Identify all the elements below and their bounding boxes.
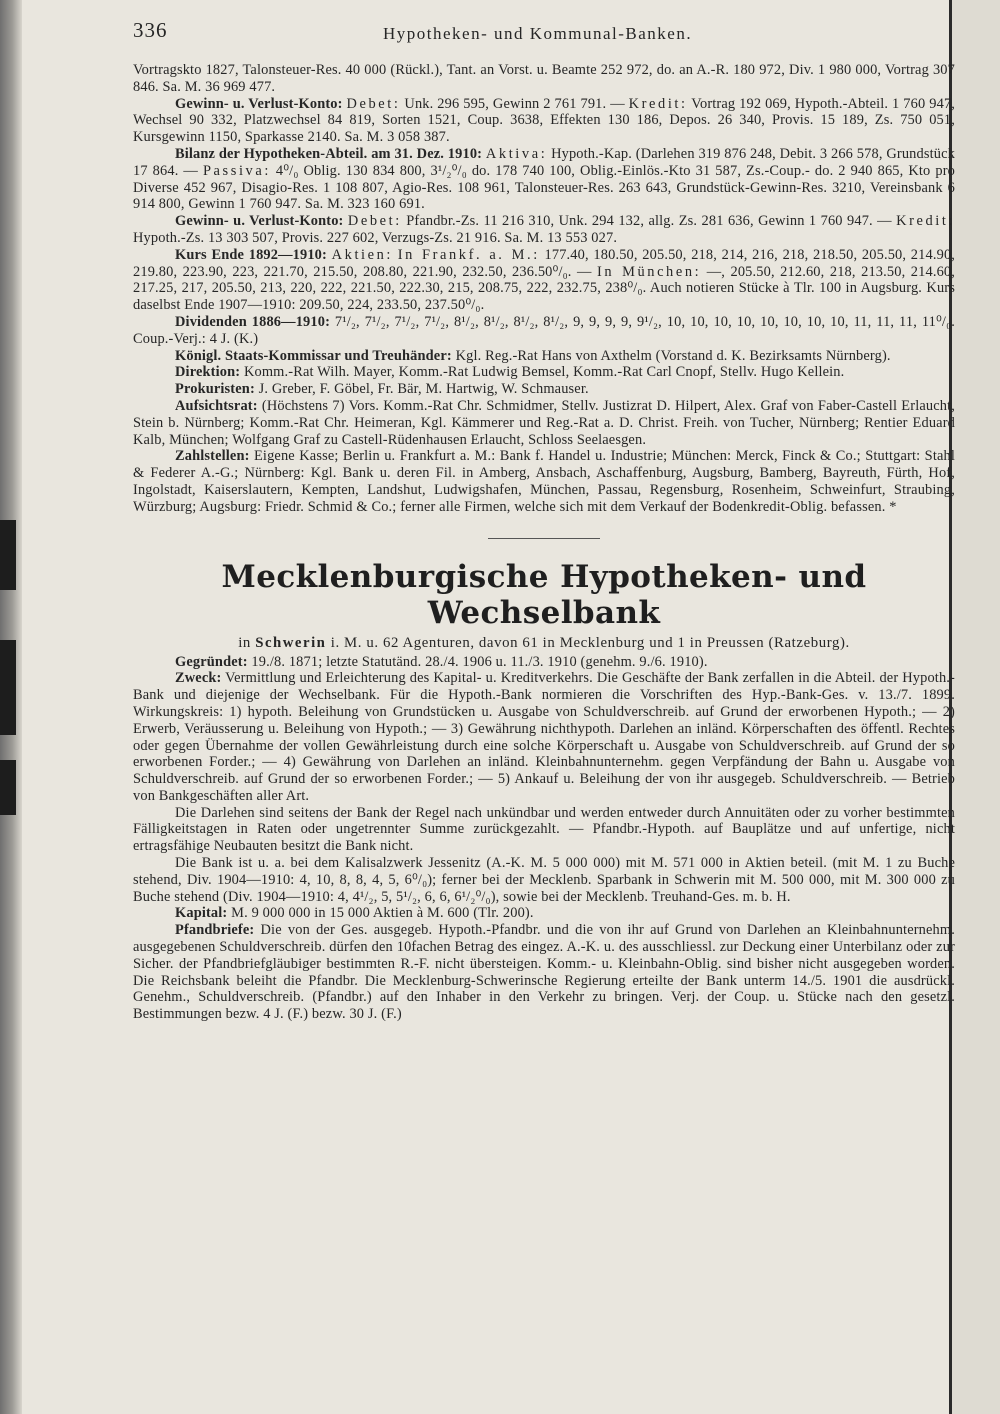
- section-text: —, 205.50, 212.60, 218, 213.50, 214.60, 217.25, 217, 205.50, 213, 220, 222, 221.50, 222.30, 215, 208.75, 222, 232.75, 238⁰/₀. Auch notieren Stücke à Tlr. 100 in Augsburg. Kurs daselbst Ende 1907—1910: 209.50, 224, 233.50, 237.50⁰/₀.: [133, 263, 956, 314]
- section-text: 19./8. 1871; letzte Statutänd. 28./4. 1906 u. 11./3. 1910 (genehm. 9./6. 1910).: [251, 653, 708, 670]
- section-text: Hypoth.-Kap. (Darlehen 319 876 248, Debit. 3 266 578, Grundstück 17 864. —: [133, 145, 955, 179]
- prev-bank-prokuristen: [133, 381, 955, 398]
- section-label: Königl. Staats-Kommissar und Treuhänder:: [175, 347, 452, 364]
- kredit-label: Kredit:: [896, 213, 956, 230]
- section-text: Unk. 296 595, Gewinn 2 761 791. —: [404, 95, 625, 112]
- scan-right-edge: [949, 0, 1000, 1414]
- debet-label: Debet:: [346, 95, 401, 112]
- section-label: Zweck:: [175, 670, 222, 687]
- bank-title: Mecklenburgische Hypotheken- und Wechselbank: [221, 558, 867, 631]
- prev-bank-aufsichtsrat: [133, 398, 955, 448]
- section-label: Pfandbriefe:: [175, 922, 255, 939]
- section-divider: [488, 538, 600, 539]
- subtitle-text: i. M. u. 62 Agenturen, davon 61 in Mecklenburg und 1 in Preussen (Ratzeburg).: [330, 634, 850, 651]
- new-bank-darlehen: Die Darlehen sind seitens der Bank der Regel nach unkündbar und werden entweder durch Annuitäten oder zu vorher bestimmten Fälligkeitstagen in Raten oder ungetrennter Summe zurückgezahlt. — Pfandbr.-Hypoth. auf Bauplätze und auf unfertige, nicht ertragsfähige Neubauten besitzt die Bank nicht.: [133, 804, 955, 855]
- section-label: Kapital:: [175, 905, 228, 922]
- new-bank-beteiligungen: Die Bank ist u. a. bei dem Kalisalzwerk Jessenitz (A.-K. M. 5 000 000) mit M. 571 000 in Aktien beteil. (mit M. 1 zu Buche stehend, Div. 1904—1910: 4, 10, 8, 8, 4, 5, 6⁰/₀); ferner bei der Mecklenb. Sparbank in Schwerin mit M. 500 000, mit M. 300 000 zu Buche stehend (Div. 1904—1910: 4, 4¹/₂, 5, 5¹/₂, 6, 6, 6¹/₂⁰/₀), sowie bei der Mecklenb. Treuhand-Ges. m. b. H.: [133, 855, 955, 905]
- section-text: 4⁰/₀ Oblig. 130 834 800, 3¹/₂⁰/₀ do. 178 740 100, Oblig.-Einlös.-Kto 31 587, Zs.-Coup.- do. 2 940 865, Kto pro Diverse 452 967, Disagio-Res. 1 108 807, Agio-Res. 108 961, Talonsteuer-Res. 263 643, Grundstück-Gewinn-Res. 3210, Vereinsbank 6 914 800, Gewinn 1 760 947. Sa. M. 323 160 691.: [133, 162, 956, 213]
- section-label: Gegründet:: [175, 653, 248, 670]
- prev-bank-direktion: [133, 364, 955, 381]
- passiva-label: Passiva:: [202, 162, 271, 179]
- aktiva-label: Aktiva:: [485, 145, 548, 162]
- section-text: Pfandbr.-Zs. 11 216 310, Unk. 294 132, allg. Zs. 281 636, Gewinn 1 760 947. —: [406, 213, 892, 230]
- subtitle-prefix: in: [238, 634, 251, 651]
- section-label: Aufsichtsrat:: [175, 397, 258, 414]
- section-text: M. 9 000 000 in 15 000 Aktien à M. 600 (Tlr. 200).: [231, 905, 534, 922]
- bank-subtitle: [133, 635, 955, 652]
- prev-bank-bilanz: [133, 146, 955, 213]
- prev-bank-guv-1: [133, 96, 955, 146]
- section-label: Bilanz der Hypotheken-Abteil. am 31. Dez. 1910:: [175, 145, 483, 162]
- scan-mark: [0, 640, 16, 735]
- section-text: Hypoth.-Zs. 13 303 507, Provis. 227 602, Verzugs-Zs. 21 916. Sa. M. 13 553 027.: [133, 229, 618, 246]
- section-label: Gewinn- u. Verlust-Konto:: [175, 95, 343, 112]
- section-label: Dividenden 1886—1910:: [175, 313, 331, 330]
- section-text: Eigene Kasse; Berlin u. Frankfurt a. M.: Bank f. Handel u. Industrie; München: Merck, Finck & Co.; Stuttgart: Stahl & Federer A.-G.; Nürnberg: Kgl. Bank u. deren Fil. in Amberg, Ansbach, Aschaffenburg, Augsburg, Bamberg, Bayreuth, Fürth, Hof, Ingolstadt, Kaiserslautern, Kempten, Landshut, Ludwigshafen, München, Passau, Regensburg, Rosenheim, Schweinfurt, Straubing, Würzburg; Augsburg: Friedr. Schmid & Co.; ferner alle Firmen, welche sich mit dem Verkauf der Bodenkredit-Oblig. befassen. *: [133, 448, 955, 515]
- section-text: 7¹/₂, 7¹/₂, 7¹/₂, 7¹/₂, 8¹/₂, 8¹/₂, 8¹/₂, 8¹/₂, 9, 9, 9, 9, 9¹/₂, 10, 10, 10, 10, 10, 10, 10, 10, 11, 11, 11, 11⁰/₀. Coup.-Verj.: 4 J. (K.): [133, 313, 955, 347]
- section-text: Komm.-Rat Wilh. Mayer, Komm.-Rat Ludwig Bemsel, Komm.-Rat Carl Cnopf, Stellv. Hugo Kellein.: [243, 364, 845, 381]
- section-text: J. Greber, F. Göbel, Fr. Bär, M. Hartwig, W. Schmauser.: [258, 381, 589, 398]
- kredit-label: Kredit:: [628, 95, 688, 112]
- section-text: (Höchstens 7) Vors. Komm.-Rat Chr. Schmidmer, Stellv. Justizrat D. Hilpert, Alex. Graf von Faber-Castell Erlaucht, Stein b. Nürnberg; Komm.-Rat Chr. Heimeran, Kgl. Kämmerer und Reg.-Rat a. D. Christ. Freih. von Tucher, Nürnberg; Rentier Eduard Kalb, München; Wolfgang Graf zu Castell-Rüdenhausen Erlaucht, Schloss Seelaesgen.: [133, 397, 955, 448]
- section-label: Prokuristen:: [175, 381, 255, 398]
- running-title: Hypotheken- und Kommunal-Banken.: [383, 24, 693, 43]
- section-label: Zahlstellen:: [175, 448, 250, 465]
- scan-left-edge: [0, 0, 22, 1414]
- prev-bank-intro: Vortragskto 1827, Talonsteuer-Res. 40 000 (Rückl.), Tant. an Vorst. u. Beamte 252 972, do. an A.-R. 180 972, Div. 1 980 000, Vortrag 307 846. Sa. M. 36 969 477.: [133, 62, 955, 95]
- frankfurt-label: In Frankf. a. M.:: [397, 246, 540, 263]
- muenchen-label: In München:: [596, 263, 702, 280]
- prev-bank-dividenden: [133, 314, 955, 348]
- page-header: [133, 18, 955, 62]
- section-text: Kgl. Reg.-Rat Hans von Axthelm (Vorstand d. K. Bezirksamts Nürnberg).: [455, 347, 891, 364]
- aktien-label: Aktien:: [331, 246, 394, 263]
- document-page: [133, 18, 956, 1023]
- new-bank-gegruendet: [133, 654, 955, 671]
- new-bank-zweck: [133, 670, 955, 804]
- section-label: Gewinn- u. Verlust-Konto:: [175, 213, 344, 230]
- bank-city: Schwerin: [255, 634, 327, 651]
- section-text: Die von der Ges. ausgegeb. Hypoth.-Pfandbr. und die von ihr auf Grund von Darlehen an Kleinbahnunternehm. ausgegebenen Schuldverschreib. dürfen den 10fachen Betrag des eingez. A.-K. u. des ausschliessl. zur Deckung einer Unterbilanz oder zur Sicher. der Pfandbriefgläubiger bestimmten R.-F. nicht übersteigen. Komm.- u. Kleinbahn-Oblig. sind bisher nicht ausgegeben worden. Die Reichsbank beleiht die Pfandbr. Die Mecklenburg-Schwerinsche Regierung erteilte der Bank unterm 14./5. 1901 die ausdrückl. Genehm., Schuldverschreib. (Pfandbr.) auf den Inhaber in den Verkehr zu bringen. Verj. der Coup. u. Stücke nach den gesetzl. Bestimmungen bezw. 4 J. (F.) bezw. 30 J. (F.): [133, 922, 955, 1023]
- prev-bank-kommissar: [133, 348, 955, 365]
- section-label: Kurs Ende 1892—1910:: [175, 246, 327, 263]
- scan-mark: [0, 520, 16, 590]
- section-text: Vermittlung und Erleichterung des Kapital- u. Kreditverkehrs. Die Geschäfte der Bank zerfallen in die Abteil. der Hypoth.-Bank und diejenige der Wechselbank. Für die Hypoth.-Bank normieren die Vorschriften des Hyp.-Bank-Ges. v. 13./7. 1899. Wirkungskreis: 1) hypoth. Beleihung von Grundstücken u. Ausgabe von Schuldverschreib. auf Grund der erworbenen Hypoth.; — 2) Erwerb, Veräusserung u. Beleihung von Hypoth.; — 3) Gewährung nichthypoth. Darlehen an inländ. Körperschaften des öffentl. Rechtes oder gegen Übernahme der vollen Gewährleistung durch eine solche Körperschaft u. Ausgabe von Schuldverschreib. auf Grund der so erworbenen Forder.; — 4) Gewährung von Darlehen an inländ. Kleinbahnunternehm. gegen Verpfändung der Bahn u. Ausgabe von Schuldverschreib. auf Grund der so erworbenen Forder.; — 5) Ankauf u. Beleihung der von ihr ausgegeb. Schuldverschreib. — Betrieb von Bankgeschäften aller Art.: [133, 670, 955, 804]
- prev-bank-kurs: [133, 247, 955, 314]
- new-bank-pfandbriefe: [133, 922, 955, 1023]
- new-bank-kapital: [133, 905, 955, 922]
- section-label: Direktion:: [175, 364, 241, 381]
- prev-bank-zahlstellen: [133, 448, 955, 515]
- scan-mark: [0, 760, 16, 815]
- prev-bank-guv-2: [133, 213, 955, 247]
- page-number: 336: [133, 18, 168, 42]
- debet-label: Debet:: [347, 213, 402, 230]
- section-text: Vortrag 192 069, Hypoth.-Abteil. 1 760 947, Wechsel 90 332, Platzwechsel 84 819, Sorten 1521, Coup. 3638, Effekten 130 186, Depos. 26 340, Provis. 15 189, Zs. 750 051, Kursgewinn 1150, Sparkasse 2140. Sa. M. 3 058 387.: [133, 95, 956, 146]
- section-text: 177.40, 180.50, 205.50, 218, 214, 216, 218, 218.50, 205.50, 214.90, 219.80, 223.90, 223, 221.70, 215.50, 208.80, 221.90, 232.50, 236.50⁰/₀. —: [133, 246, 956, 280]
